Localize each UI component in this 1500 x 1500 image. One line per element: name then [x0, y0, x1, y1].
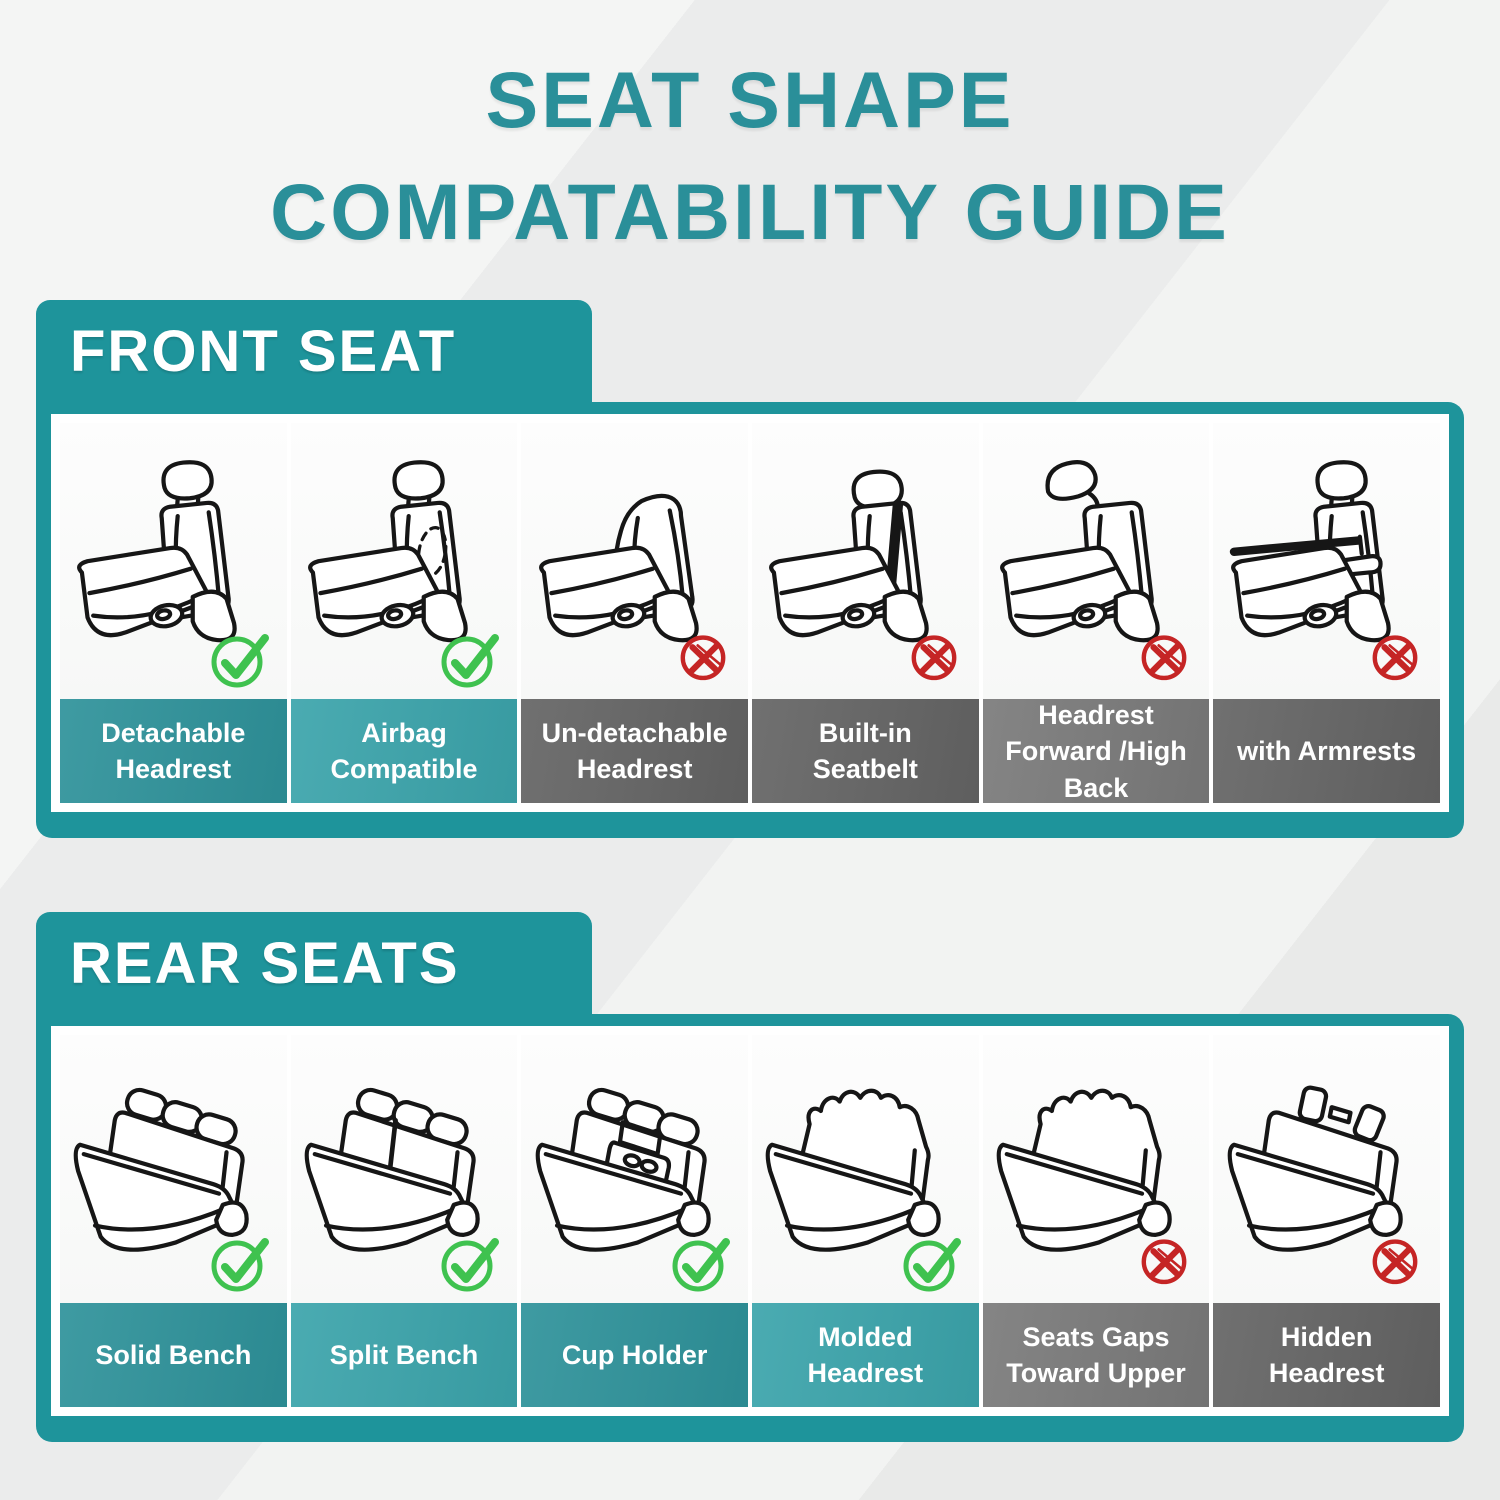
check-icon	[668, 1229, 734, 1295]
bench-split-icon	[291, 1035, 518, 1303]
seat-option-label: Headrest Forward /High Back	[983, 699, 1210, 803]
seat-option-cell	[752, 423, 979, 803]
bench-cup-holder-icon	[521, 1035, 748, 1303]
seat-undetachable-headrest-icon	[521, 423, 748, 699]
seat-option-label: Un-detachable Headrest	[521, 699, 748, 803]
front-seat-cells	[60, 423, 1440, 803]
rear-seats-section	[36, 912, 1464, 1442]
check-icon	[207, 1229, 273, 1295]
check-icon	[437, 1229, 503, 1295]
front-seat-panel	[36, 402, 1464, 838]
seat-option-cell	[60, 1035, 287, 1407]
bench-solid-icon	[60, 1035, 287, 1303]
check-icon	[437, 625, 503, 691]
cross-icon	[674, 627, 732, 685]
seat-detachable-headrest-icon	[60, 423, 287, 699]
seat-option-cell	[1213, 423, 1440, 803]
cross-icon	[1135, 627, 1193, 685]
rear-seats-section-header: REAR SEATS	[36, 912, 592, 1014]
seat-option-cell	[60, 423, 287, 803]
seat-option-label: Seats Gaps Toward Upper	[983, 1303, 1210, 1407]
front-seat-inner	[51, 414, 1449, 812]
seat-option-label: with Armrests	[1213, 699, 1440, 803]
page-title-line1: SEAT SHAPE	[485, 55, 1015, 144]
bench-seat-gaps-icon	[983, 1035, 1210, 1303]
seat-option-label: Cup Holder	[521, 1303, 748, 1407]
rear-seats-inner	[51, 1026, 1449, 1416]
page-title	[0, 0, 1500, 268]
front-seat-section	[36, 300, 1464, 838]
cross-icon	[1135, 1231, 1193, 1289]
seat-option-label: Airbag Compatible	[291, 699, 518, 803]
seat-option-cell	[983, 1035, 1210, 1407]
seat-option-label: Built-in Seatbelt	[752, 699, 979, 803]
seat-option-label: Split Bench	[291, 1303, 518, 1407]
page-title-line2: COMPATABILITY GUIDE	[270, 167, 1230, 257]
cross-icon	[905, 627, 963, 685]
seat-headrest-forward-icon	[983, 423, 1210, 699]
bench-hidden-headrest-icon	[1213, 1035, 1440, 1303]
seat-option-label: Detachable Headrest	[60, 699, 287, 803]
check-icon	[899, 1229, 965, 1295]
check-icon	[207, 625, 273, 691]
seat-option-cell	[752, 1035, 979, 1407]
cross-icon	[1366, 627, 1424, 685]
seat-option-label: Hidden Headrest	[1213, 1303, 1440, 1407]
seat-option-label: Molded Headrest	[752, 1303, 979, 1407]
seat-option-cell	[291, 1035, 518, 1407]
cross-icon	[1366, 1231, 1424, 1289]
seat-option-cell	[521, 1035, 748, 1407]
rear-seats-panel	[36, 1014, 1464, 1442]
rear-seats-cells	[60, 1035, 1440, 1407]
seat-airbag-compatible-icon	[291, 423, 518, 699]
seat-option-cell	[983, 423, 1210, 803]
seat-with-armrests-icon	[1213, 423, 1440, 699]
bench-molded-headrest-icon	[752, 1035, 979, 1303]
seat-option-label: Solid Bench	[60, 1303, 287, 1407]
seat-option-cell	[521, 423, 748, 803]
front-seat-section-header: FRONT SEAT	[36, 300, 592, 402]
seat-builtin-seatbelt-icon	[752, 423, 979, 699]
seat-option-cell	[291, 423, 518, 803]
seat-option-cell	[1213, 1035, 1440, 1407]
